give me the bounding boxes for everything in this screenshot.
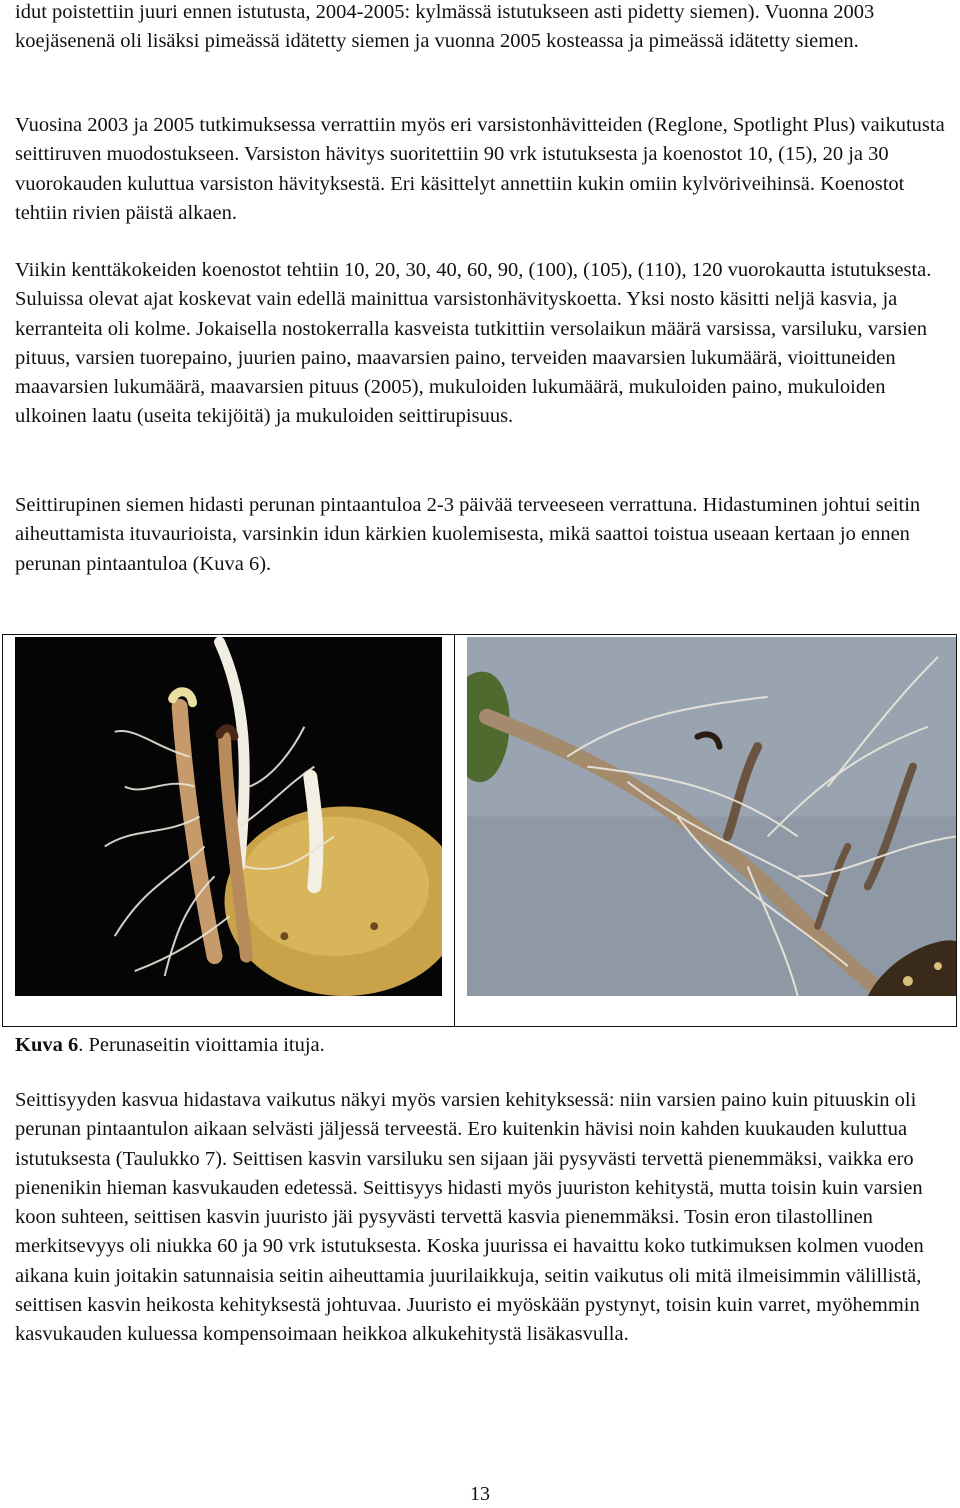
paragraph-3: Viikin kenttäkokeiden koenostot tehtiin 10, 20, 30, 40, 60, 90, (100), (105), (110), 120 vuorokautta istutuksesta. Suluissa olevat ajat koskevat vain edellä mainittua varsistonhävityskoetta. Yksi nosto käsitti neljä kasvia, ja kerranteita oli kolme. Jokaisella nostokerralla kasveista tutkittiin versolaikun määrä varsissa, varsiluku, varsien pituus, varsien tuorepaino, juurien paino, maavarsien paino, terveiden maavarsien lukumäärä, vioittuneiden maavarsien lukumäärä, maavarsien pituus (2005), mukuloiden lukumäärä, mukuloiden paino, mukuloiden ulkoinen laatu (useita tekijöitä) ja mukuloiden seittirupisuus. <box>15 259 932 428</box>
page-number: 13 <box>470 1483 490 1505</box>
sprouted-tuber-illustration <box>15 637 442 996</box>
figure-caption-text: . Perunaseitin vioittamia ituja. <box>78 1034 325 1056</box>
photo-damaged-stems <box>455 635 956 1026</box>
paragraph-4: Seittirupinen siemen hidasti perunan pintaantuloa 2-3 päivää terveeseen verrattuna. Hidastuminen johtui seitin aiheuttamista ituvaurioista, varsinkin idun kärkien kuolemisesta, mikä saattoi toistua useaan kertaan jo ennen perunan pintaantuloa (Kuva 6). <box>15 494 921 575</box>
paragraph-5: Seittisyyden kasvua hidastava vaikutus näkyi myös varsien kehityksessä: niin varsien paino kuin pituuskin oli perunan pintaantulon aikaan selvästi jäljessä terveestä. Ero kuitenkin hävisi noin kahden kuukauden kuluttua istutuksesta (Taulukko 7). Seittisen kasvin varsiluku sen sijaan jäi pysyvästi tervettä pienemmäksi, vaikka ero pienenikin hieman kasvukauden edetessä. Seittisyys hidasti myös juuriston kehitystä, mutta toisin kuin varsien koon suhteen, seittisen kasvin juuristo jäi pysyvästi tervettä kasvia pienemmäksi. Tosin eron tilastollinen merkitsevyys oli niukka 60 ja 90 vrk istutuksesta. Koska juurissa ei havaittu koko tutkimuksen kolmen vuoden aikana kuin joitakin satunnaisia seitin aiheuttamia juurilaikkuja, seitin vaikutus oli mitä ilmeisimmin välillistä, seittisen kasvin heikosta kehityksestä johtuvaa. Juuristo ei myöskään pystynyt, toisin kuin varret, myöhemmin kasvukauden kuluessa kompensoimaan heikkoa alkukehitystä lisäkasvulla. <box>15 1089 924 1346</box>
photo-sprouted-tuber <box>3 635 455 1026</box>
figure-caption-label: Kuva 6 <box>15 1034 79 1056</box>
damaged-stems-illustration <box>467 637 956 996</box>
paragraph-2: Vuosina 2003 ja 2005 tutkimuksessa verrattiin myös eri varsistonhävitteiden (Reglone, Spotlight Plus) vaikutusta seittiruven muodostukseen. Varsiston hävitys suoritettiin 90 vrk istutuksesta ja koenostot 10, (15), 20 ja 30 vuorokauden kuluttua varsiston hävityksestä. Eri käsittelyt annettiin kukin omiin kylvöriveihinsä. Koenostot tehtiin rivien päistä alkaen. <box>15 114 945 224</box>
paragraph-1: idut poistettiin juuri ennen istutusta, 2004-2005: kylmässä istutukseen asti pidetty siemen). Vuonna 2003 koejäsenenä oli lisäksi pimeässä idätetty siemen ja vuonna 2005 kosteassa ja pimeässä idätetty siemen. <box>15 1 875 53</box>
figure-6 <box>2 634 957 1027</box>
figure-caption <box>15 1031 325 1060</box>
